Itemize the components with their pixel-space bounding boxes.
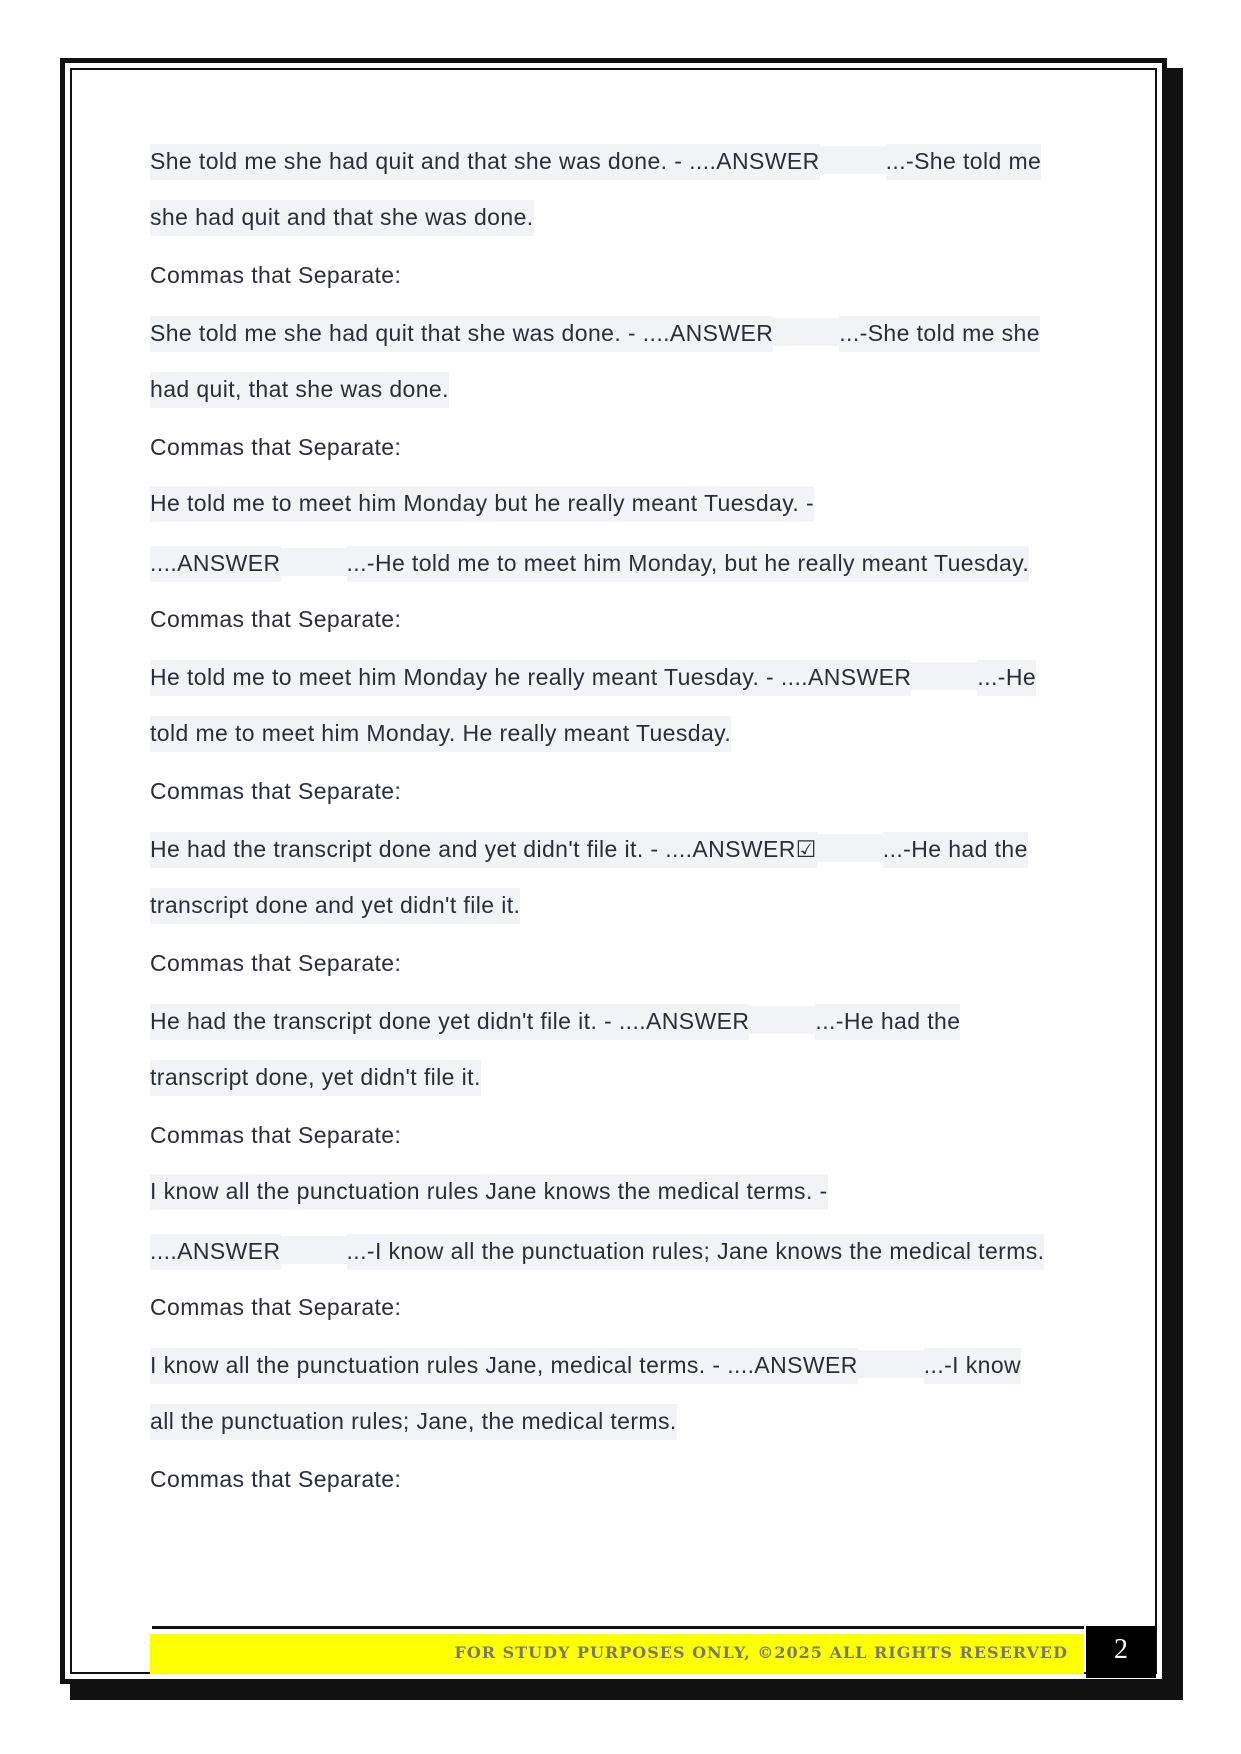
answer-text: transcript done and yet didn't file it. [150,888,520,924]
answer-text: ...-He told me to meet him Monday, but he really meant Tuesday. [347,546,1030,582]
page-number-box [1086,1626,1156,1678]
answer-gap [911,662,977,690]
section-label [150,950,1090,1006]
answer-gap [817,834,883,862]
question-text: He told me to meet him Monday but he really meant Tuesday. - [150,486,814,522]
text-line [150,204,1090,262]
answer-gap [820,146,886,174]
section-label-text: Commas that Separate: [150,434,402,460]
answer-text: all the punctuation rules; Jane, the medical terms. [150,1404,677,1440]
section-label [150,262,1090,318]
section-label-text: Commas that Separate: [150,1122,402,1148]
answer-label: ....ANSWER [150,1234,281,1270]
footer-rule [152,1626,1084,1629]
question-text: She told me she had quit that she was done. - ....ANSWER [150,316,773,352]
section-label-text: Commas that Separate: [150,778,402,804]
section-label [150,1466,1090,1522]
document-body [150,146,1090,1522]
text-line [150,662,1090,720]
question-text: He had the transcript done yet didn't file it. - ....ANSWER [150,1004,749,1040]
section-label-text: Commas that Separate: [150,1294,402,1320]
answer-text: had quit, that she was done. [150,372,449,408]
footer-copyright: FOR STUDY PURPOSES ONLY, ©2025 ALL RIGHTS RESERVED [454,1643,1068,1662]
answer-text: ...-He had the [883,832,1028,868]
answer-gap [749,1006,815,1034]
answer-label: ....ANSWER [150,546,281,582]
text-line [150,892,1090,950]
text-line [150,548,1090,606]
answer-text: ...-I know [924,1348,1021,1384]
question-text: She told me she had quit and that she was done. - ....ANSWER [150,144,820,180]
answer-gap [773,318,839,346]
footer-band [150,1634,1084,1674]
question-text: I know all the punctuation rules Jane, medical terms. - ....ANSWER [150,1348,858,1384]
text-line [150,146,1090,204]
answer-text: ...-She told me she [839,316,1040,352]
answer-text: transcript done, yet didn't file it. [150,1060,481,1096]
section-label-text: Commas that Separate: [150,262,402,288]
question-text: I know all the punctuation rules Jane knows the medical terms. - [150,1174,828,1210]
text-line [150,720,1090,778]
section-label-text: Commas that Separate: [150,606,402,632]
answer-text: ...-I know all the punctuation rules; Jane knows the medical terms. [347,1234,1045,1270]
answer-text: ...-He had the [815,1004,960,1040]
section-label [150,778,1090,834]
text-line [150,1408,1090,1466]
answer-text: ...-She told me [886,144,1042,180]
question-text: He told me to meet him Monday he really meant Tuesday. - ....ANSWER [150,660,911,696]
question-text: He had the transcript done and yet didn't file it. - ....ANSWER☑ [150,832,817,868]
section-label [150,1122,1090,1178]
text-line [150,1064,1090,1122]
section-label-text: Commas that Separate: [150,1466,402,1492]
text-line [150,490,1090,548]
answer-text: told me to meet him Monday. He really meant Tuesday. [150,716,731,752]
answer-text: ...-He [977,660,1036,696]
section-label [150,606,1090,662]
text-line [150,1236,1090,1294]
answer-gap [281,1236,347,1264]
text-line [150,318,1090,376]
page-number: 2 [1114,1634,1128,1665]
text-line [150,376,1090,434]
text-line [150,834,1090,892]
section-label [150,1294,1090,1350]
answer-gap [858,1350,924,1378]
answer-text: she had quit and that she was done. [150,200,534,236]
section-label-text: Commas that Separate: [150,950,402,976]
answer-gap [281,548,347,576]
text-line [150,1006,1090,1064]
text-line [150,1178,1090,1236]
section-label [150,434,1090,490]
text-line [150,1350,1090,1408]
